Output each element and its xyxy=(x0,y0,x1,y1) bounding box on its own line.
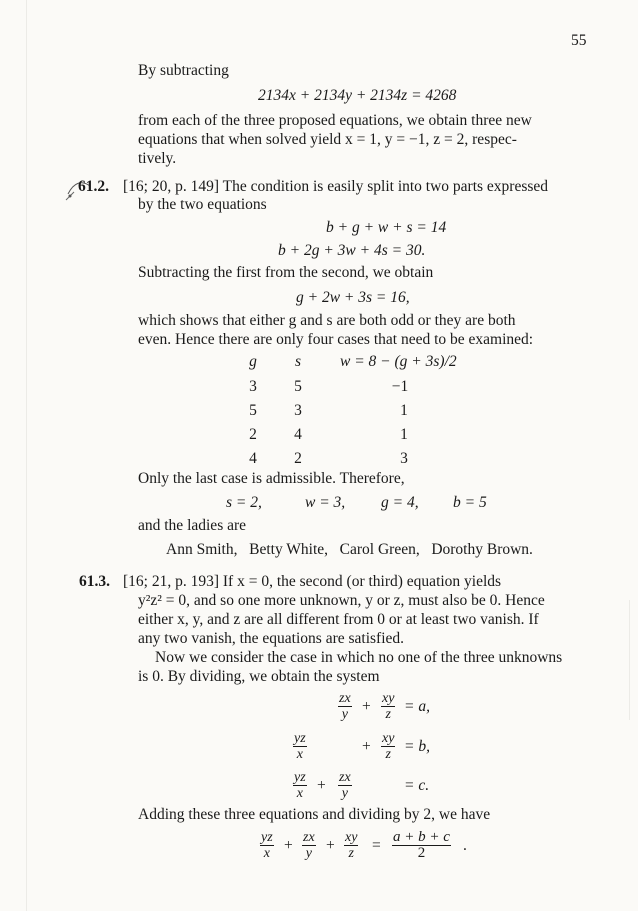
sol-61-3-line-3: either x, y, and z are all different from 0 or at least two vanish. If xyxy=(138,611,539,628)
table-cell: −1 xyxy=(391,378,409,395)
table-cell: 3 xyxy=(249,378,257,395)
fraction-xy-over-z: $\frac{xy}{z}$ xyxy=(382,731,395,762)
plus-sign: + xyxy=(317,777,326,794)
table-cell: 5 xyxy=(249,402,257,419)
fraction-xy-over-z: $\frac{xy}{z}$ xyxy=(345,830,358,861)
sol-61-2-line-2: by the two equations xyxy=(138,196,267,213)
equals-a: = a, xyxy=(404,698,430,715)
fraction-abc-over-2: $\frac{a + b + c}{2}$ xyxy=(393,829,450,861)
sol-61-3-line-4: any two vanish, the equations are satisfied. xyxy=(138,630,405,647)
page-number: 55 xyxy=(571,32,587,49)
sol-61-2-line-5: even. Hence there are only four cases that need to be examined: xyxy=(138,331,534,348)
sol-61-3-line-7: Adding these three equations and dividing by 2, we have xyxy=(138,806,491,823)
equals-c: = c. xyxy=(404,777,430,794)
intro-lead: By subtracting xyxy=(138,62,229,79)
plus-sign: + xyxy=(362,698,371,715)
equation-2: b + 2g + 3w + 4s = 30. xyxy=(278,242,426,259)
sol-61-3-line-2: y²z² = 0, and so one more unknown, y or z, must also be 0. Hence xyxy=(138,592,545,609)
page-edge-shadow xyxy=(26,0,27,911)
result-g: g = 4, xyxy=(381,494,419,511)
table-cell: 1 xyxy=(400,402,408,419)
fraction-yz-over-x: $\frac{yz}{x}$ xyxy=(294,731,306,762)
table-cell: 2 xyxy=(249,426,257,443)
sol-61-3-line-1: [16; 21, p. 193] If x = 0, the second (or third) equation yields xyxy=(123,573,502,590)
plus-sign: + xyxy=(362,738,371,755)
fraction-zx-over-y: $\frac{zx}{y}$ xyxy=(303,830,315,861)
fraction-zx-over-y: $\frac{zx}{y}$ xyxy=(339,770,351,801)
sol-61-3-line-6: is 0. By dividing, we obtain the system xyxy=(138,668,380,685)
intro-equation: 2134x + 2134y + 2134z = 4268 xyxy=(258,87,457,104)
plus-sign: + xyxy=(326,837,335,854)
sol-61-2-line-1: [16; 20, p. 149] The condition is easily split into two parts expressed xyxy=(123,178,549,195)
equation-1: b + g + w + s = 14 xyxy=(326,219,447,236)
plus-sign: + xyxy=(284,837,293,854)
result-w: w = 3, xyxy=(305,494,346,511)
table-cell: 4 xyxy=(294,426,302,443)
table-cell: 3 xyxy=(294,402,302,419)
ladies-names: Ann Smith, Betty White, Carol Green, Dorothy Brown. xyxy=(166,541,533,558)
table-cell: 4 xyxy=(249,450,257,467)
page-edge-shadow-right xyxy=(629,600,630,720)
fraction-xy-over-z: $\frac{xy}{z}$ xyxy=(382,691,395,722)
intro-line-3: tively. xyxy=(138,150,177,167)
result-s: s = 2, xyxy=(226,494,262,511)
table-cell: 2 xyxy=(294,450,302,467)
table-header-g: g xyxy=(249,353,257,370)
equals-b: = b, xyxy=(404,738,430,755)
intro-line-1: from each of the three proposed equations, we obtain three new xyxy=(138,112,532,129)
result-b: b = 5 xyxy=(453,494,487,511)
equation-3: g + 2w + 3s = 16, xyxy=(296,289,410,306)
equals-sign: = xyxy=(372,837,381,854)
table-cell: 3 xyxy=(400,450,408,467)
intro-line-2: equations that when solved yield x = 1, y = −1, z = 2, respec- xyxy=(138,131,517,148)
period: . xyxy=(463,837,467,854)
sol-61-2-line-7: and the ladies are xyxy=(138,517,247,534)
solution-number-61-3: 61.3. xyxy=(79,573,110,590)
fraction-zx-over-y: $\frac{zx}{y}$ xyxy=(339,691,351,722)
solution-number-61-2: 61.2. xyxy=(78,178,109,195)
table-cell: 1 xyxy=(400,426,408,443)
fraction-yz-over-x: $\frac{yz}{x}$ xyxy=(261,830,273,861)
fraction-yz-over-x: $\frac{yz}{x}$ xyxy=(294,770,306,801)
sol-61-2-line-6: Only the last case is admissible. Therefore, xyxy=(138,470,405,487)
sol-61-2-line-4: which shows that either g and s are both odd or they are both xyxy=(138,312,516,329)
table-cell: 5 xyxy=(294,378,302,395)
sol-61-3-line-5: Now we consider the case in which no one of the three unknowns xyxy=(155,649,563,666)
table-header-w: w = 8 − (g + 3s)/2 xyxy=(340,353,457,370)
table-header-s: s xyxy=(294,353,302,370)
sol-61-2-line-3: Subtracting the first from the second, we obtain xyxy=(138,264,434,281)
